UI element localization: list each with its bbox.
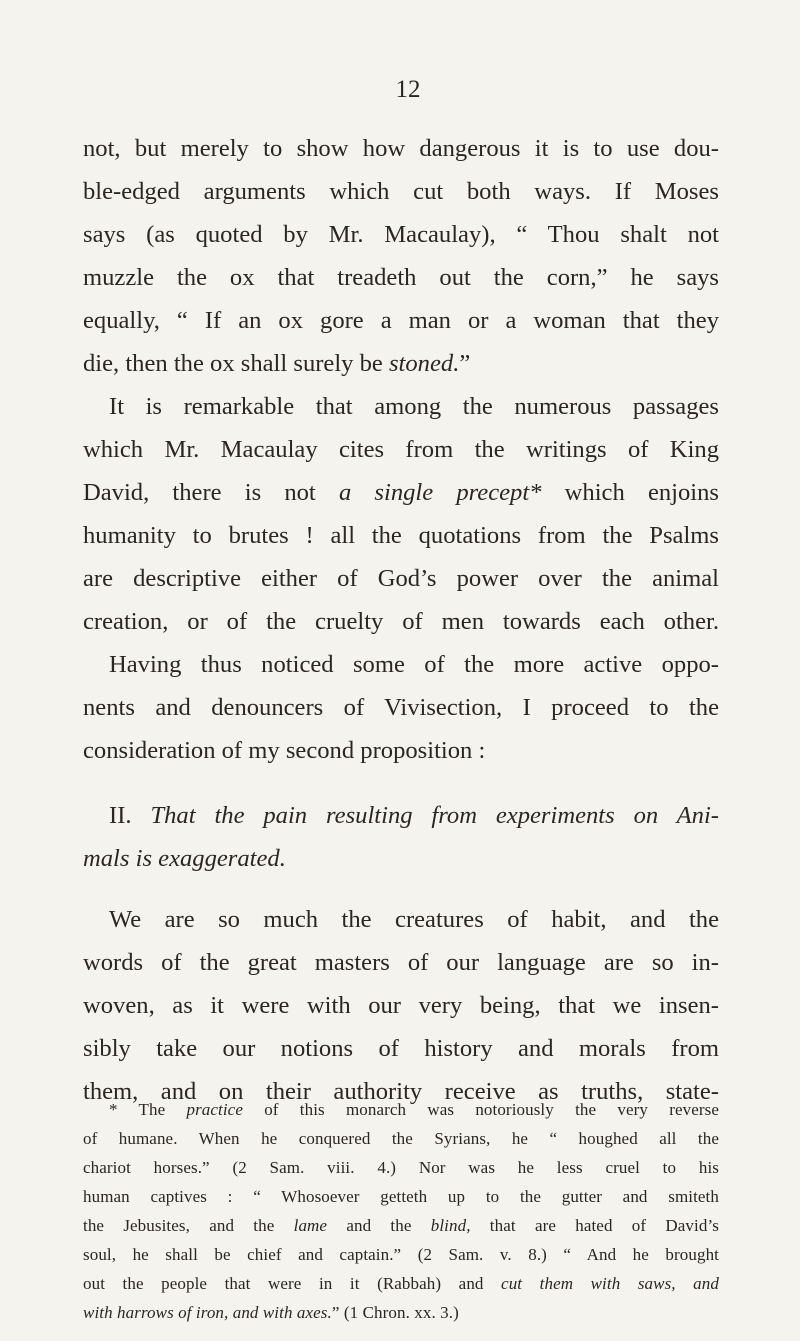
text-line: them, and on their authority receive as truths, state- bbox=[83, 1078, 719, 1105]
text-line: consideration of my second proposition : bbox=[83, 737, 486, 764]
text-line: nents and denouncers of Vivisection, I proceed to the bbox=[83, 694, 719, 721]
text-line: humanity to brutes ! all the quotations from the Psalms bbox=[83, 522, 719, 549]
emphasis-text: blind, bbox=[430, 1216, 471, 1235]
section-heading-text: mals is exaggerated. bbox=[83, 845, 286, 872]
text-line: words of the great masters of our language are so in- bbox=[83, 949, 719, 976]
footnote-line: * The practice of this monarch was notoriously the very reverse bbox=[109, 1100, 719, 1119]
paragraph-start: It is remarkable that among the numerous passages bbox=[109, 393, 719, 420]
emphasis-text: cut them with saws, and bbox=[501, 1274, 719, 1293]
section-heading: II. That the pain resulting from experiments on Ani- bbox=[109, 802, 719, 829]
text-line: not, but merely to show how dangerous it is to use dou- bbox=[83, 135, 719, 162]
body-text bbox=[83, 127, 719, 1113]
page-number: 12 bbox=[395, 76, 421, 103]
section-heading-text: That the pain resulting from experiments on Ani- bbox=[150, 802, 719, 829]
emphasis-text: stoned. bbox=[388, 350, 460, 377]
emphasis-text: practice bbox=[186, 1100, 243, 1119]
footnote-line: human captives : “ Whosoever getteth up to the gutter and smiteth bbox=[83, 1187, 719, 1206]
footnote-line: the Jebusites, and the lame and the blind, that are hated of David’s bbox=[83, 1216, 719, 1235]
text-line: equally, “ If an ox gore a man or a woman that they bbox=[83, 307, 719, 334]
section-heading-line bbox=[83, 837, 719, 880]
footnote-line: of humane. When he conquered the Syrians, he “ houghed all the bbox=[83, 1129, 719, 1148]
text-line: muzzle the ox that treadeth out the corn,” he says bbox=[83, 264, 719, 291]
text-line: which Mr. Macaulay cites from the writings of King bbox=[83, 436, 719, 463]
text-line: creation, or of the cruelty of men towards each other. bbox=[83, 608, 719, 635]
paragraph-start: We are so much the creatures of habit, and the bbox=[109, 906, 719, 933]
text-line: says (as quoted by Mr. Macaulay), “ Thou shalt not bbox=[83, 221, 719, 248]
footnote-line: with harrows of iron, and with axes.” (1 Chron. xx. 3.) bbox=[83, 1303, 459, 1322]
text-line: David, there is not a single precept* which enjoins bbox=[83, 479, 719, 506]
footnote bbox=[83, 1095, 719, 1327]
emphasis-text: lame bbox=[293, 1216, 328, 1235]
text-line: die, then the ox shall surely be stoned.” bbox=[83, 350, 471, 377]
emphasis-text: with harrows of iron, and with axes. bbox=[83, 1303, 332, 1322]
paragraph-start: Having thus noticed some of the more active oppo- bbox=[109, 651, 719, 678]
footnote-line: chariot horses.” (2 Sam. viii. 4.) Nor was he less cruel to his bbox=[83, 1158, 719, 1177]
footnote-line: soul, he shall be chief and captain.” (2 Sam. v. 8.) “ And he brought bbox=[83, 1245, 719, 1264]
text-line: woven, as it were with our very being, that we insen- bbox=[83, 992, 719, 1019]
text-line: sibly take our notions of history and morals from bbox=[83, 1035, 719, 1062]
footnote-line: out the people that were in it (Rabbah) and cut them with saws, and bbox=[83, 1274, 719, 1293]
text-line: are descriptive either of God’s power over the animal bbox=[83, 565, 719, 592]
emphasis-text: a single precept* bbox=[338, 479, 542, 506]
text-line: ble-edged arguments which cut both ways. If Moses bbox=[83, 178, 719, 205]
